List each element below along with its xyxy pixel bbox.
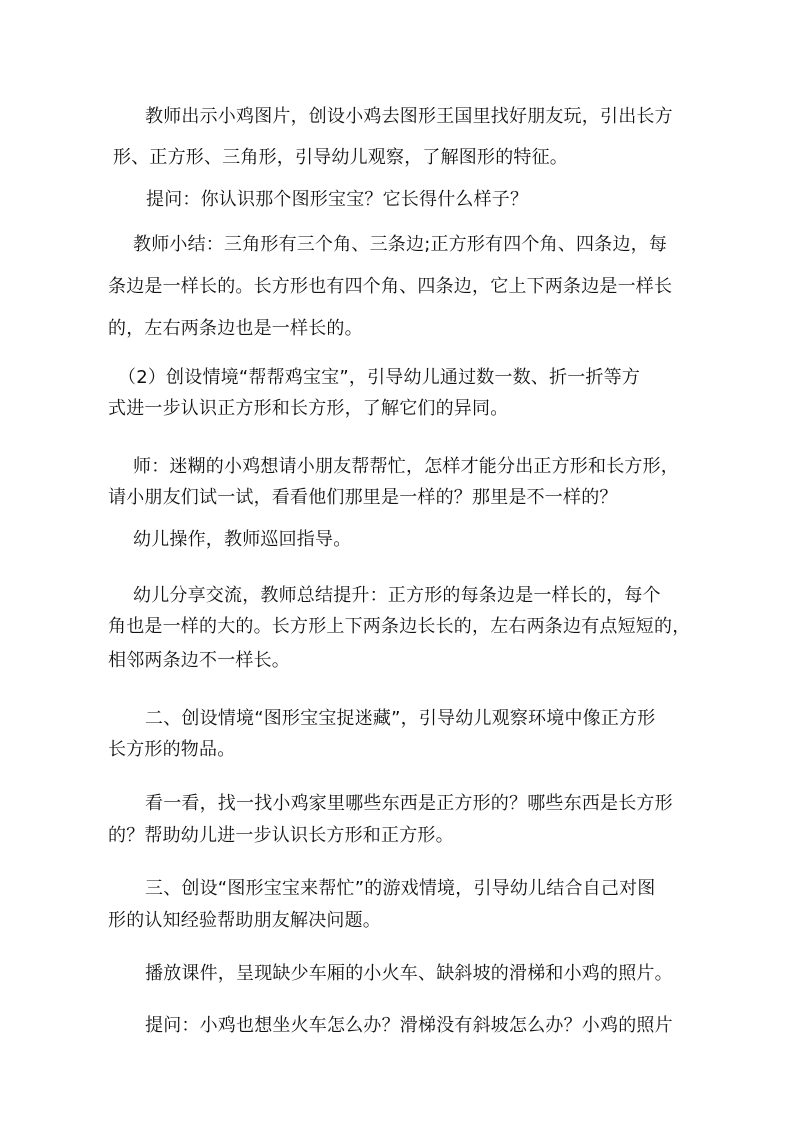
text-line: 的？帮助幼儿进一步认识长方形和正方形。 (108, 825, 454, 846)
text-line: 形、正方形、三角形，引导幼儿观察，了解图形的特征。 (113, 147, 568, 168)
text-line: 幼儿分享交流，教师总结提升：正方形的每条边是一样长的，每个 (133, 585, 661, 606)
text-line: 师：迷糊的小鸡想请小朋友帮帮忙，怎样才能分出正方形和长方形， (133, 456, 679, 477)
text-line: 提问：你认识那个图形宝宝？它长得什么样子？ (146, 189, 529, 210)
text-line: 看一看，找一找小鸡家里哪些东西是正方形的？哪些东西是长方形 (145, 793, 673, 814)
text-line: 二、创设情境“图形宝宝捉迷藏”，引导幼儿观察环境中像正方形 (145, 708, 656, 729)
text-line: 条边是一样长的。长方形也有四个角、四条边，它上下两条边是一样长 (108, 276, 673, 297)
text-line: 的，左右两条边也是一样长的。 (108, 318, 363, 339)
text-line: 三、创设“图形宝宝来帮忙”的游戏情境，引导幼儿结合自己对图 (145, 878, 656, 899)
text-line: 教师出示小鸡图片，创设小鸡去图形王国里找好朋友玩，引出长方 (145, 106, 673, 127)
text-line: 教师小结：三角形有三个角、三条边;正方形有四个角、四条边，每 (133, 234, 668, 255)
text-line: 长方形的物品。 (108, 739, 236, 760)
text-line: 播放课件，呈现缺少车厢的小火车、缺斜坡的滑梯和小鸡的照片。 (145, 963, 673, 984)
text-line: 形的认知经验帮助朋友解决问题。 (108, 910, 381, 931)
text-line: 式进一步认识正方形和长方形，了解它们的异同。 (108, 398, 509, 419)
text-line: （2）创设情境“帮帮鸡宝宝”，引导幼儿通过数一数、折一折等方 (118, 367, 641, 388)
text-line: 请小朋友们试一试，看看他们那里是一样的？那里是不一样的？ (108, 487, 618, 508)
text-line: 相邻两条边不一样长。 (108, 650, 290, 671)
text-line: 提问：小鸡也想坐火车怎么办？滑梯没有斜坡怎么办？小鸡的照片 (145, 1015, 673, 1036)
text-line: 角也是一样的大的。长方形上下两条边长长的，左右两条边有点短短的， (108, 616, 691, 637)
text-line: 幼儿操作，教师巡回指导。 (133, 529, 352, 550)
